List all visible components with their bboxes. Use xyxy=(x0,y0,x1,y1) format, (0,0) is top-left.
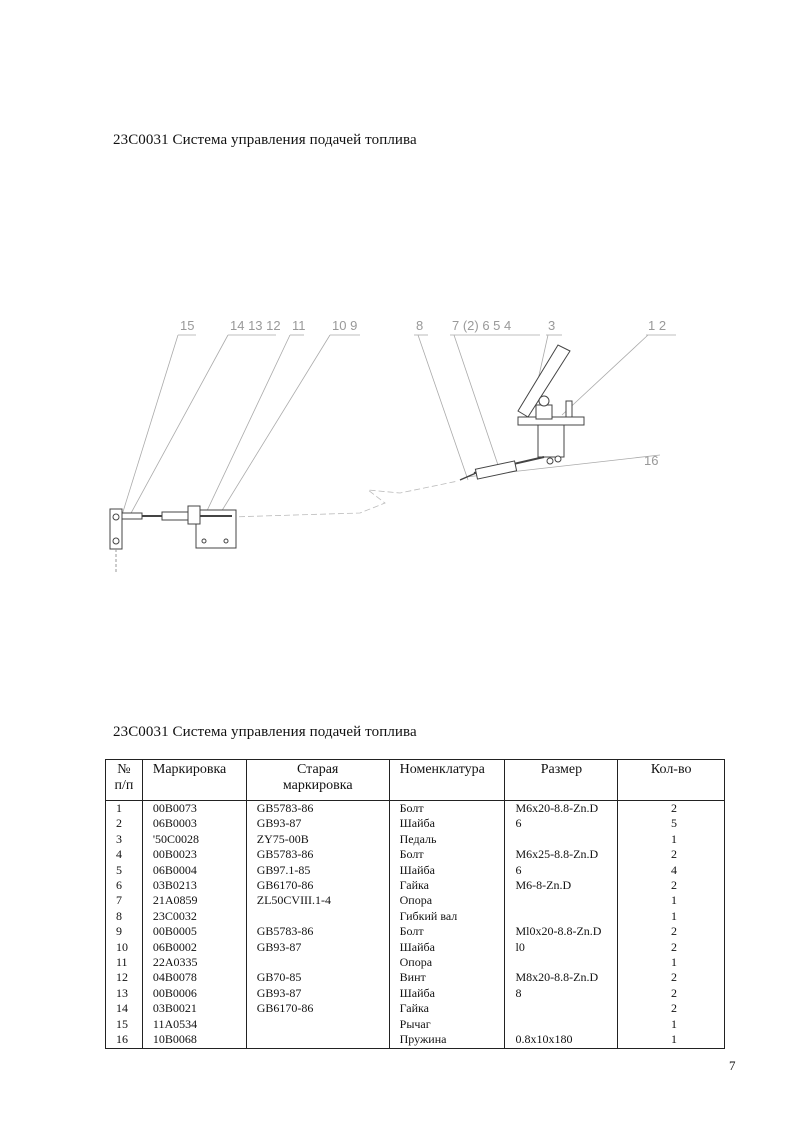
table-row xyxy=(106,986,725,1001)
cell-mark: 21A0859 xyxy=(142,893,246,908)
cell-mark: 00B0023 xyxy=(142,847,246,862)
cell-old xyxy=(246,955,389,970)
table-row xyxy=(106,1017,725,1032)
callout-8: 8 xyxy=(416,318,424,333)
table-row xyxy=(106,955,725,970)
cell-qty: 2 xyxy=(618,940,725,955)
cell-qty: 1 xyxy=(618,909,725,924)
cell-name: Шайба xyxy=(389,940,505,955)
cell-qty: 1 xyxy=(618,893,725,908)
cell-old: GB93-87 xyxy=(246,940,389,955)
cell-old: GB5783-86 xyxy=(246,847,389,862)
cell-mark: 23C0032 xyxy=(142,909,246,924)
cell-old: GB93-87 xyxy=(246,816,389,831)
cell-name: Винт xyxy=(389,970,505,985)
cell-name: Опора xyxy=(389,955,505,970)
cell-size xyxy=(505,909,618,924)
cable-path xyxy=(230,481,458,517)
callout-7-2-6-5-4: 7 (2) 6 5 4 xyxy=(452,318,512,333)
col-header-nomenclature: Номенклатура xyxy=(389,760,505,801)
parts-table xyxy=(105,759,725,1049)
cell-name: Болт xyxy=(389,924,505,939)
cell-n: 14 xyxy=(106,1001,143,1016)
cell-size xyxy=(505,893,618,908)
cell-name: Шайба xyxy=(389,986,505,1001)
callout-16: 16 xyxy=(644,453,659,468)
callout-1-2: 1 2 xyxy=(648,318,667,333)
table-row xyxy=(106,801,725,817)
cell-n: 7 xyxy=(106,893,143,908)
cell-old: GB6170-86 xyxy=(246,1001,389,1016)
cell-size: 6 xyxy=(505,863,618,878)
cell-old: GB93-87 xyxy=(246,986,389,1001)
table-row xyxy=(106,878,725,893)
table-row xyxy=(106,863,725,878)
cell-size xyxy=(505,1001,618,1016)
callout-14-13-12: 14 13 12 xyxy=(230,318,281,333)
cell-size: 0.8x10x180 xyxy=(505,1032,618,1048)
cell-mark: 10B0068 xyxy=(142,1032,246,1048)
cell-n: 16 xyxy=(106,1032,143,1048)
cell-mark: 03B0213 xyxy=(142,878,246,893)
callout-15: 15 xyxy=(180,318,195,333)
table-row xyxy=(106,909,725,924)
cell-size xyxy=(505,1017,618,1032)
table-header-row xyxy=(106,760,725,801)
exploded-assembly-drawing xyxy=(100,305,700,585)
lever-assembly xyxy=(110,509,196,573)
cell-n: 12 xyxy=(106,970,143,985)
cell-name: Пружина xyxy=(389,1032,505,1048)
cell-size xyxy=(505,832,618,847)
cell-mark: 06B0003 xyxy=(142,816,246,831)
cell-name: Гибкий вал xyxy=(389,909,505,924)
cell-size: M6-8-Zn.D xyxy=(505,878,618,893)
cell-name: Болт xyxy=(389,801,505,817)
parts-table-body xyxy=(106,801,725,1049)
drawing-title: 23C0031 Система управления подачей топлива xyxy=(113,132,417,148)
col-header-old-marking: Старая маркировка xyxy=(246,760,389,801)
cell-name: Шайба xyxy=(389,863,505,878)
cell-n: 2 xyxy=(106,816,143,831)
cell-mark: 06B0002 xyxy=(142,940,246,955)
cell-old: GB97.1-85 xyxy=(246,863,389,878)
cell-n: 4 xyxy=(106,847,143,862)
cell-size: M6x25-8.8-Zn.D xyxy=(505,847,618,862)
cell-size: l0 xyxy=(505,940,618,955)
table-row xyxy=(106,970,725,985)
cell-n: 6 xyxy=(106,878,143,893)
cell-qty: 1 xyxy=(618,1032,725,1048)
cell-n: 9 xyxy=(106,924,143,939)
callout-10-9: 10 9 xyxy=(332,318,358,333)
table-row xyxy=(106,1032,725,1048)
cell-qty: 5 xyxy=(618,816,725,831)
cell-name: Педаль xyxy=(389,832,505,847)
table-row xyxy=(106,924,725,939)
col-header-qty: Кол-во xyxy=(618,760,725,801)
cell-mark: 11A0534 xyxy=(142,1017,246,1032)
col-header-size: Размер xyxy=(505,760,618,801)
cell-old: GB5783-86 xyxy=(246,801,389,817)
cell-size: 6 xyxy=(505,816,618,831)
cell-n: 13 xyxy=(106,986,143,1001)
cell-qty: 2 xyxy=(618,878,725,893)
cell-mark: 22A0335 xyxy=(142,955,246,970)
cell-mark: '50C0028 xyxy=(142,832,246,847)
table-row xyxy=(106,1001,725,1016)
table-title: 23C0031 Система управления подачей топлива xyxy=(113,724,417,740)
leader-lines xyxy=(122,335,676,517)
cell-size xyxy=(505,955,618,970)
cell-old: GB70-85 xyxy=(246,970,389,985)
table-row xyxy=(106,893,725,908)
cell-mark: 04B0078 xyxy=(142,970,246,985)
col-header-marking: Маркировка xyxy=(142,760,246,801)
col-header-num: № п/п xyxy=(106,760,143,801)
cell-qty: 4 xyxy=(618,863,725,878)
table-row xyxy=(106,816,725,831)
page-number: 7 xyxy=(729,1058,736,1073)
cell-name: Опора xyxy=(389,893,505,908)
cell-mark: 00B0005 xyxy=(142,924,246,939)
table-row xyxy=(106,847,725,862)
cell-size: 8 xyxy=(505,986,618,1001)
cell-qty: 2 xyxy=(618,986,725,1001)
cell-name: Рычаг xyxy=(389,1017,505,1032)
cell-mark: 03B0021 xyxy=(142,1001,246,1016)
support-bracket xyxy=(188,506,236,548)
cell-size: Ml0x20-8.8-Zn.D xyxy=(505,924,618,939)
callout-3: 3 xyxy=(548,318,556,333)
table-row xyxy=(106,832,725,847)
cell-qty: 2 xyxy=(618,970,725,985)
cell-old xyxy=(246,1017,389,1032)
cell-n: 15 xyxy=(106,1017,143,1032)
cell-name: Болт xyxy=(389,847,505,862)
cell-qty: 2 xyxy=(618,924,725,939)
cell-old: GB5783-86 xyxy=(246,924,389,939)
cell-size: M8x20-8.8-Zn.D xyxy=(505,970,618,985)
cell-n: 1 xyxy=(106,801,143,817)
cell-n: 3 xyxy=(106,832,143,847)
pedal-assembly xyxy=(460,345,584,480)
cell-name: Гайка xyxy=(389,878,505,893)
cell-old: GB6170-86 xyxy=(246,878,389,893)
cell-n: 5 xyxy=(106,863,143,878)
cell-qty: 1 xyxy=(618,832,725,847)
cell-n: 8 xyxy=(106,909,143,924)
cell-n: 11 xyxy=(106,955,143,970)
cell-qty: 2 xyxy=(618,801,725,817)
cell-mark: 00B0006 xyxy=(142,986,246,1001)
cell-old: ZY75-00B xyxy=(246,832,389,847)
cell-qty: 2 xyxy=(618,847,725,862)
cell-name: Гайка xyxy=(389,1001,505,1016)
cell-qty: 2 xyxy=(618,1001,725,1016)
cell-qty: 1 xyxy=(618,955,725,970)
cell-old xyxy=(246,1032,389,1048)
cell-size: M6x20-8.8-Zn.D xyxy=(505,801,618,817)
cell-old: ZL50CVIII.1-4 xyxy=(246,893,389,908)
callout-11: 11 xyxy=(292,318,306,333)
cell-mark: 06B0004 xyxy=(142,863,246,878)
cell-mark: 00B0073 xyxy=(142,801,246,817)
cell-qty: 1 xyxy=(618,1017,725,1032)
cell-name: Шайба xyxy=(389,816,505,831)
cell-n: 10 xyxy=(106,940,143,955)
table-row xyxy=(106,940,725,955)
cell-old xyxy=(246,909,389,924)
